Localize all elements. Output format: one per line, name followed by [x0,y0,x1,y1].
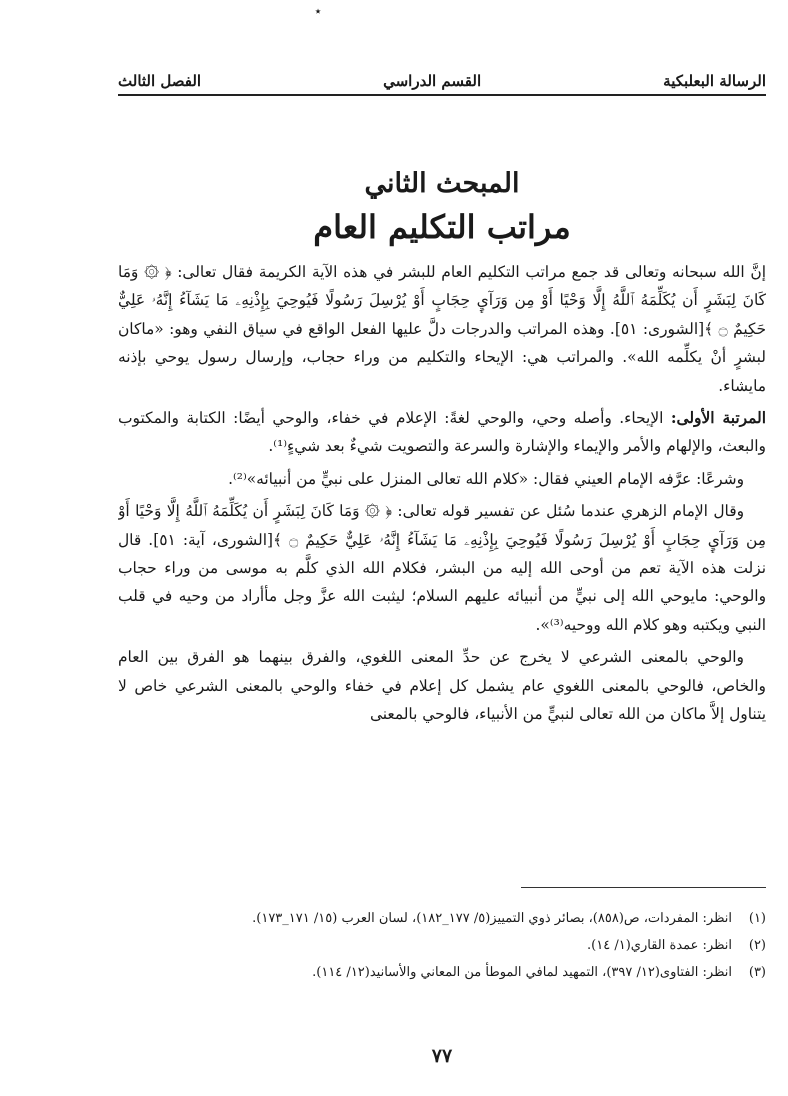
paragraph-text: إنَّ الله سبحانه وتعالى قد جمع مراتب التكليم العام للبشر في هذه الآية الكريمة فقال تعالى: ﴿ ۞ وَمَا كَانَ لِبَشَرٍ أَن يُكَلِّمَهُ ٱللَّهُ إِلَّا وَحْيًا أَوْ مِن وَرَآيِٕ حِجَابٍ أَوْ يُرْسِلَ رَسُولًا فَيُوحِيَ بِإِذْنِهِۦ مَا يَشَآءُ إِنَّهُۥ عَلِيٌّ حَكِيمٌ ۝ ﴾[الشورى: ٥١]. وهذه المراتب والدرجات دلَّ عليها الفعل الواقع في سياق النفي وهو: «ماكان لبشرٍ أنْ يكلِّمه الله». والمراتب هي: الإيحاء والتكليم من وراء حجاب، وإرسال رسول يوحي بإذنه مايشاء. [118,263,766,395]
footnote-item [118,906,766,931]
paragraph-text: الإيحاء. وأصله وحي، والوحي لغةً: الإعلام في خفاء، والوحي أيضًا: الكتابة والمكتوب والبعث، والإلهام والأمر والإيماء والإشارة والسرعة والتصويت شيءٌ بعد شيءٍ⁽¹⁾. [118,409,766,456]
paragraph-text: وقال الإمام الزهري عندما سُئل عن تفسير قوله تعالى: ﴿ ۞ وَمَا كَانَ لِبَشَرٍ أَن يُكَلِّمَهُ ٱللَّهُ إِلَّا وَحْيًا أَوْ مِن وَرَآيِٕ حِجَابٍ أَوْ يُرْسِلَ رَسُولًا فَيُوحِيَ بِإِذْنِهِۦ مَا يَشَآءُ إِنَّهُۥ عَلِيٌّ حَكِيمٌ ۝ ﴾[الشورى، آية: ٥١]. قال نزلت هذه الآية تعم من أوحى الله إليه من البشر، فكلام الله الذي كلَّم به موسى من وراء حجاب والوحي: مايوحي الله إلى نبيٍّ من أنبيائه عليهم السلام؛ ليثبت الله عزَّ وجل مأأراد من وحيه في قلب النبي ويكتبه وهو كلام الله ووحيه⁽³⁾». [118,502,766,634]
paragraph-difference [118,643,766,728]
footnote-text: انظر: عمدة القاري(١/ ١٤). [587,938,732,953]
footnote-number: (١) [748,911,766,926]
top-mark: ٭ [314,4,322,18]
footnote-text: انظر: المفردات، ص(٨٥٨)، بصائر ذوي التمييز(٥/ ١٧٧_١٨٢)، لسان العرب (١٥/ ١٧١_١٧٣). [252,911,732,926]
paragraph-lead: المرتبة الأولى: [670,409,766,428]
header-chapter: الفصل الثالث [118,72,202,90]
paragraph-intro [118,258,766,400]
footnote-text: انظر: الفتاوى(١٢/ ٣٩٧)، التمهيد لمافي الموطأ من المعاني والأسانيد(١٢/ ١١٤). [312,965,732,980]
footnote-item [118,933,766,958]
header-part: القسم الدراسي [383,72,482,90]
page-number: ٧٧ [431,1045,453,1067]
footnote-number: (٢) [748,938,766,953]
header-book-title: الرسالة البعلبكية [663,72,766,90]
paragraph-text: والوحي بالمعنى الشرعي لا يخرج عن حدِّ المعنى اللغوي، والفرق بينهما هو الفرق بين العام والخاص، فالوحي بالمعنى اللغوي عام يشمل كل إعلام في خفاء والوحي بالمعنى الشرعي خاص لا يتناول إلاَّ ماكان من الله تعالى لنبيٍّ من الأنبياء، فالوحي بالمعنى [118,648,766,724]
section-title: المبحث الثاني [364,168,520,199]
footnote-divider [521,887,766,888]
section-subtitle: مراتب التكليم العام [313,208,571,246]
header-divider [118,94,766,96]
paragraph-zuhri-quote [118,497,766,639]
footnote-item [118,960,766,985]
running-header [118,62,766,90]
paragraph-definition [118,465,766,493]
body-text [118,258,766,873]
paragraph-first-rank [118,404,766,461]
footnotes [118,906,766,987]
footnote-number: (٣) [748,965,766,980]
paragraph-text: وشرعًا: عرَّفه الإمام العيني فقال: «كلام الله تعالى المنزل على نبيٍّ من أنبيائه»⁽²⁾. [228,469,744,488]
